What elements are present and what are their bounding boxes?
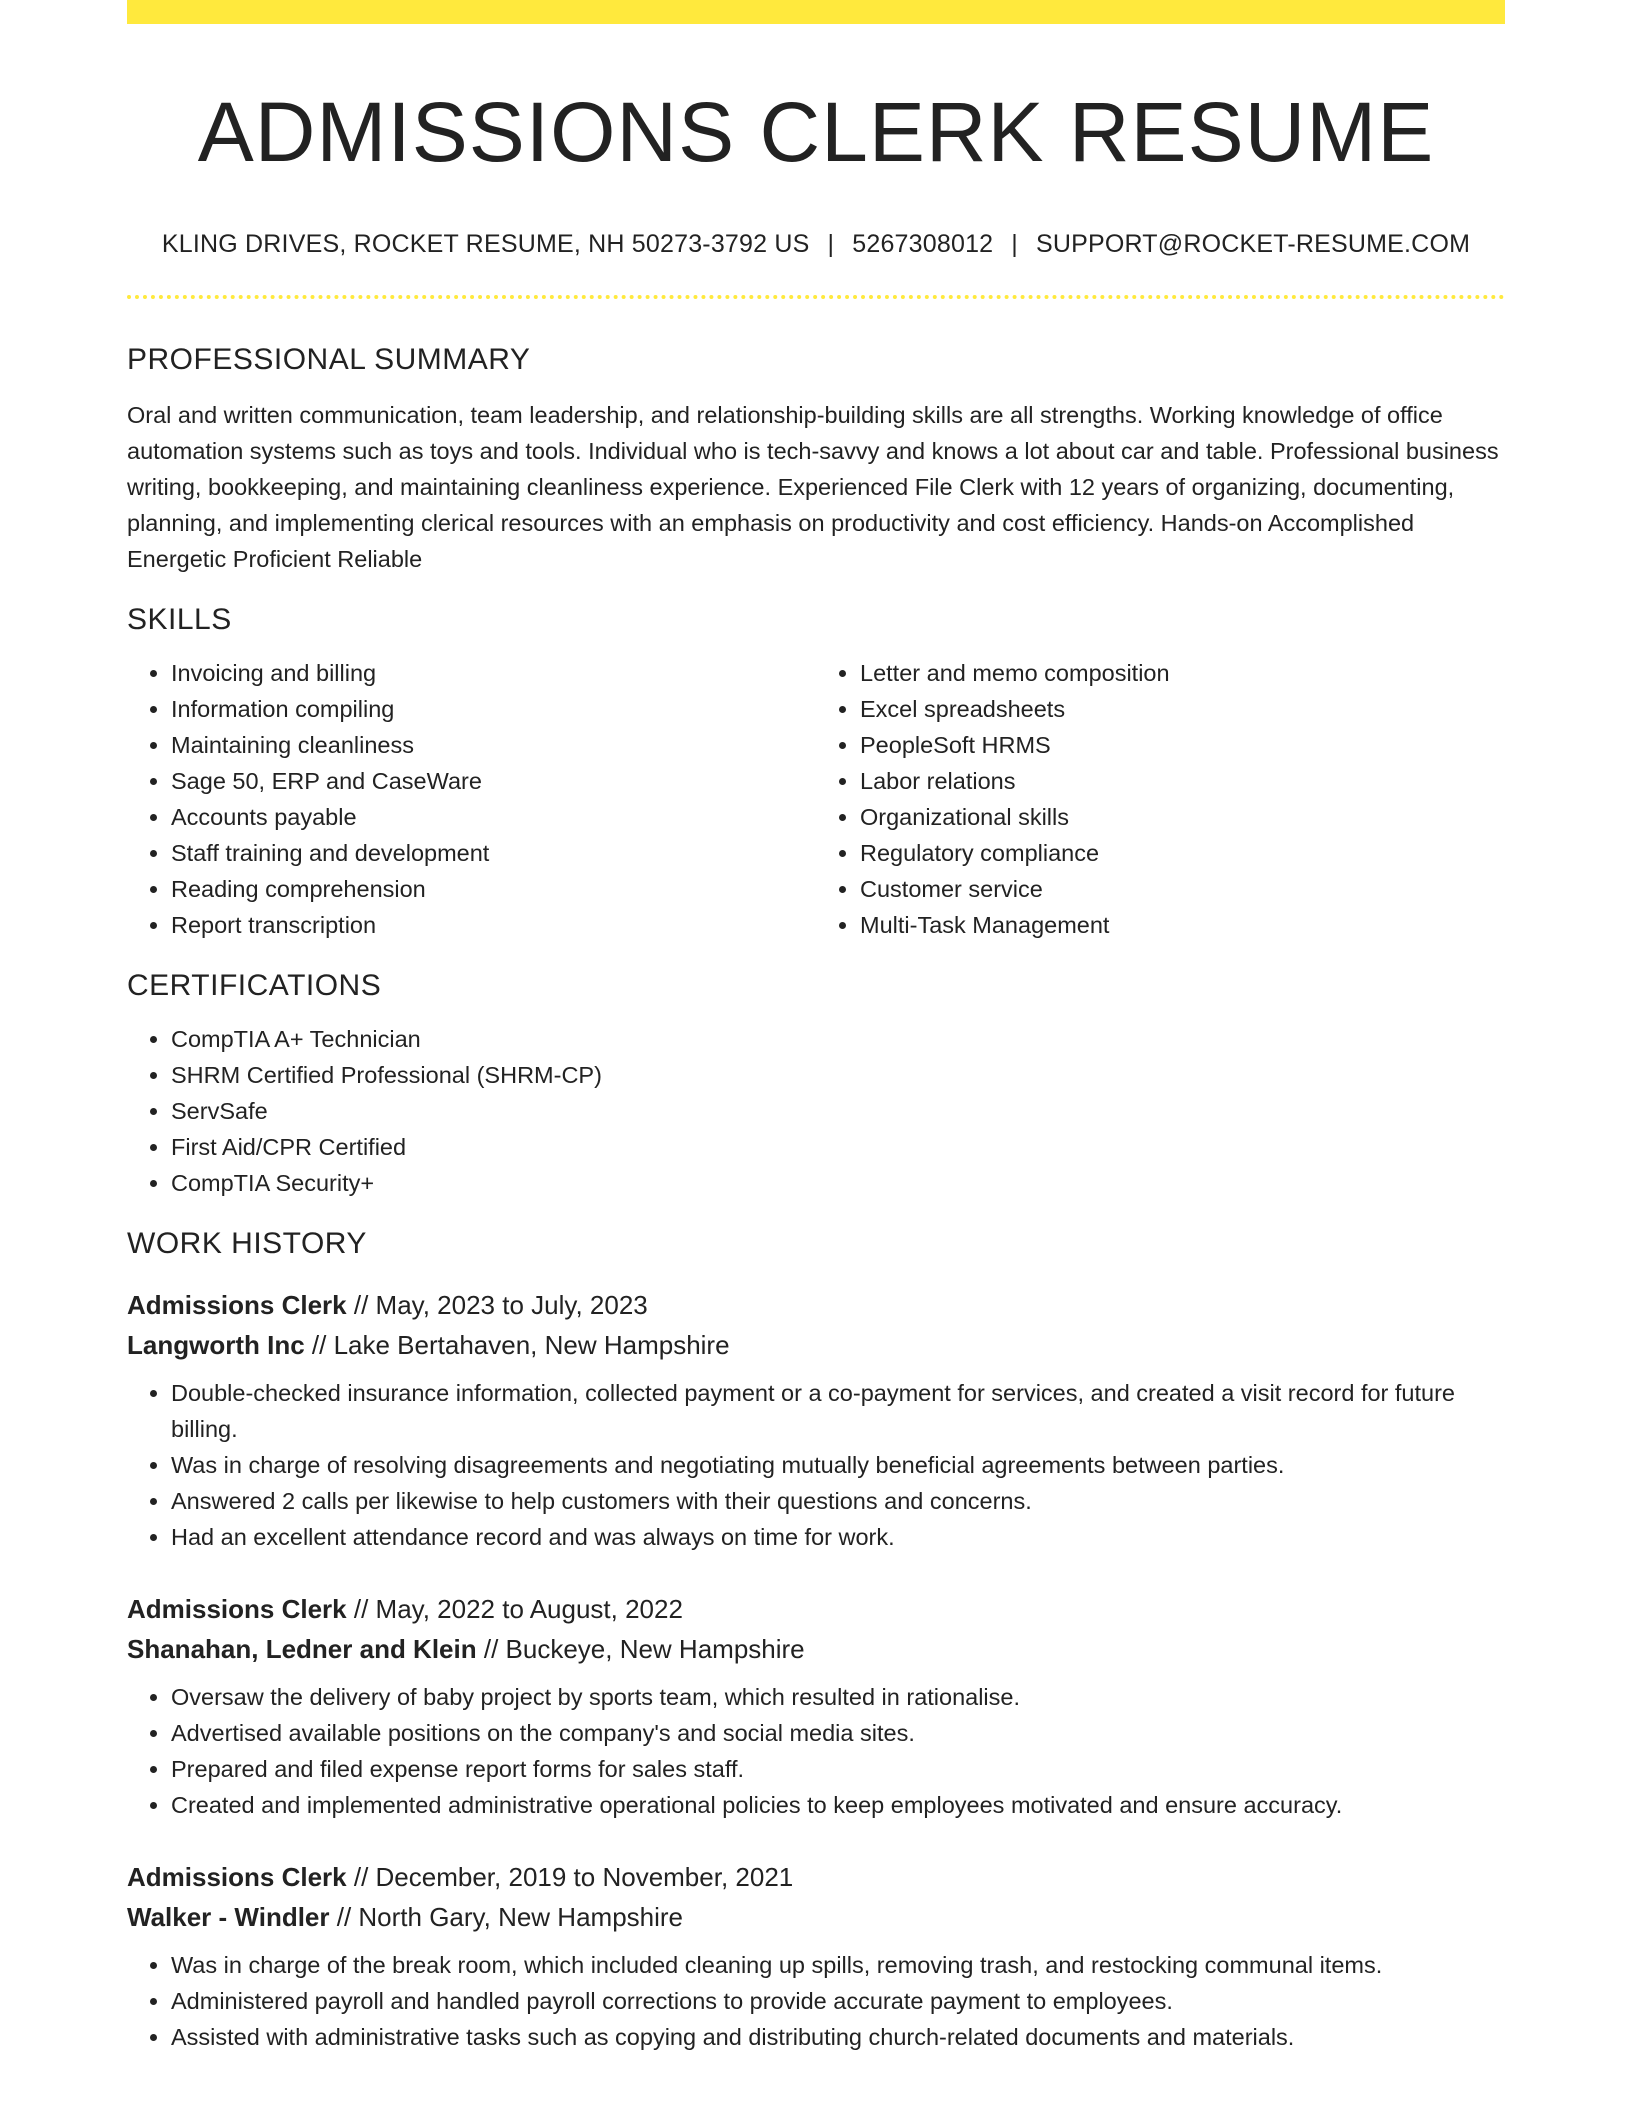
resume-page <box>127 0 1505 2055</box>
certification-item: • ServSafe <box>171 1093 1505 1129</box>
job-bullets <box>127 1679 1505 1823</box>
contact-separator: | <box>827 230 835 259</box>
certifications-list <box>127 1021 1505 1201</box>
job-location: // Lake Bertahaven, New Hampshire <box>304 1330 730 1361</box>
summary-text: Oral and written communication, team leadership, and relationship-building skills are all strengths. Working knowledge of office automation systems such as toys and tools. Individual who is tech-savvy and knows a lot about car and table. Professional business writing, bookkeeping, and maintaining cleanliness experience. Experienced File Clerk with 12 years of organizing, documenting, planning, and implementing clerical resources with an emphasis on productivity and cost efficiency. Hands-on Accomplished Energetic Proficient Reliable <box>127 402 1499 573</box>
certification-item: • CompTIA Security+ <box>171 1165 1505 1201</box>
job-title-line <box>127 1589 1505 1629</box>
contact-address: KLING DRIVES, ROCKET RESUME, NH 50273-3792 US <box>161 230 810 259</box>
job-company-line <box>127 1325 1505 1365</box>
job-bullet: • Administered payroll and handled payroll corrections to provide accurate payment to employees. <box>171 1983 1505 2019</box>
job-dates: // May, 2022 to August, 2022 <box>346 1594 683 1625</box>
job-bullet: • Prepared and filed expense report forms for sales staff. <box>171 1751 1505 1787</box>
skills-right-list <box>816 655 1505 943</box>
skill-item: • Organizational skills <box>860 799 1505 835</box>
job-company: Langworth Inc <box>127 1330 305 1361</box>
job-company: Shanahan, Ledner and Klein <box>127 1634 477 1665</box>
skills-left-list <box>127 655 816 943</box>
job-bullet: • Was in charge of the break room, which included cleaning up spills, removing trash, and restocking communal items. <box>171 1947 1505 1983</box>
job-bullet: • Assisted with administrative tasks such as copying and distributing church-related documents and materials. <box>171 2019 1505 2055</box>
contact-separator: | <box>1011 230 1018 259</box>
resume-title: ADMISSIONS CLERK RESUME <box>197 85 1435 179</box>
contact-phone: 5267308012 <box>852 230 994 259</box>
contact-line <box>127 230 1505 259</box>
dotted-divider <box>127 295 1505 299</box>
skill-item: • Sage 50, ERP and CaseWare <box>171 763 816 799</box>
accent-bar <box>127 0 1505 24</box>
job-entry <box>127 1857 1505 2055</box>
job-bullet: • Answered 2 calls per likewise to help customers with their questions and concerns. <box>171 1483 1505 1519</box>
job-entry <box>127 1285 1505 1555</box>
certification-item: • SHRM Certified Professional (SHRM-CP) <box>171 1057 1505 1093</box>
job-title: Admissions Clerk <box>127 1594 347 1625</box>
job-company-line <box>127 1629 1505 1669</box>
skill-item: • Maintaining cleanliness <box>171 727 816 763</box>
job-company-line <box>127 1897 1505 1937</box>
skill-item: • Multi-Task Management <box>860 907 1505 943</box>
job-bullets <box>127 1375 1505 1555</box>
job-bullets <box>127 1947 1505 2055</box>
job-bullet: • Advertised available positions on the company's and social media sites. <box>171 1715 1505 1751</box>
job-dates: // May, 2023 to July, 2023 <box>346 1290 648 1321</box>
skill-item: • Accounts payable <box>171 799 816 835</box>
skill-item: • Excel spreadsheets <box>860 691 1505 727</box>
job-entry <box>127 1589 1505 1823</box>
job-bullet: • Oversaw the delivery of baby project by sports team, which resulted in rationalise. <box>171 1679 1505 1715</box>
job-location: // Buckeye, New Hampshire <box>476 1634 805 1665</box>
job-title: Admissions Clerk <box>127 1290 347 1321</box>
contact-email: SUPPORT@ROCKET-RESUME.COM <box>1035 230 1471 259</box>
job-location: // North Gary, New Hampshire <box>329 1902 684 1933</box>
job-bullet: • Had an excellent attendance record and was always on time for work. <box>171 1519 1505 1555</box>
job-bullet: • Double-checked insurance information, collected payment or a co-payment for services, and created a visit record for future billing. <box>171 1375 1505 1447</box>
job-bullet: • Was in charge of resolving disagreements and negotiating mutually beneficial agreements between parties. <box>171 1447 1505 1483</box>
skill-item: • Reading comprehension <box>171 871 816 907</box>
skill-item: • PeopleSoft HRMS <box>860 727 1505 763</box>
summary-heading: PROFESSIONAL SUMMARY <box>127 343 531 377</box>
skill-item: • Labor relations <box>860 763 1505 799</box>
job-company: Walker - Windler <box>127 1902 330 1933</box>
skill-item: • Customer service <box>860 871 1505 907</box>
skill-item: • Report transcription <box>171 907 816 943</box>
skills-columns <box>127 655 1505 943</box>
skill-item: • Information compiling <box>171 691 816 727</box>
certification-item: • First Aid/CPR Certified <box>171 1129 1505 1165</box>
skill-item: • Letter and memo composition <box>860 655 1505 691</box>
certification-item: • CompTIA A+ Technician <box>171 1021 1505 1057</box>
job-title-line <box>127 1285 1505 1325</box>
job-title: Admissions Clerk <box>127 1862 347 1893</box>
certifications-heading: CERTIFICATIONS <box>127 969 382 1003</box>
skill-item: • Staff training and development <box>171 835 816 871</box>
skill-item: • Invoicing and billing <box>171 655 816 691</box>
skill-item: • Regulatory compliance <box>860 835 1505 871</box>
job-dates: // December, 2019 to November, 2021 <box>346 1862 794 1893</box>
job-bullet: • Created and implemented administrative operational policies to keep employees motivated and ensure accuracy. <box>171 1787 1505 1823</box>
skills-heading: SKILLS <box>127 603 232 637</box>
job-title-line <box>127 1857 1505 1897</box>
work-history-heading: WORK HISTORY <box>127 1227 367 1261</box>
